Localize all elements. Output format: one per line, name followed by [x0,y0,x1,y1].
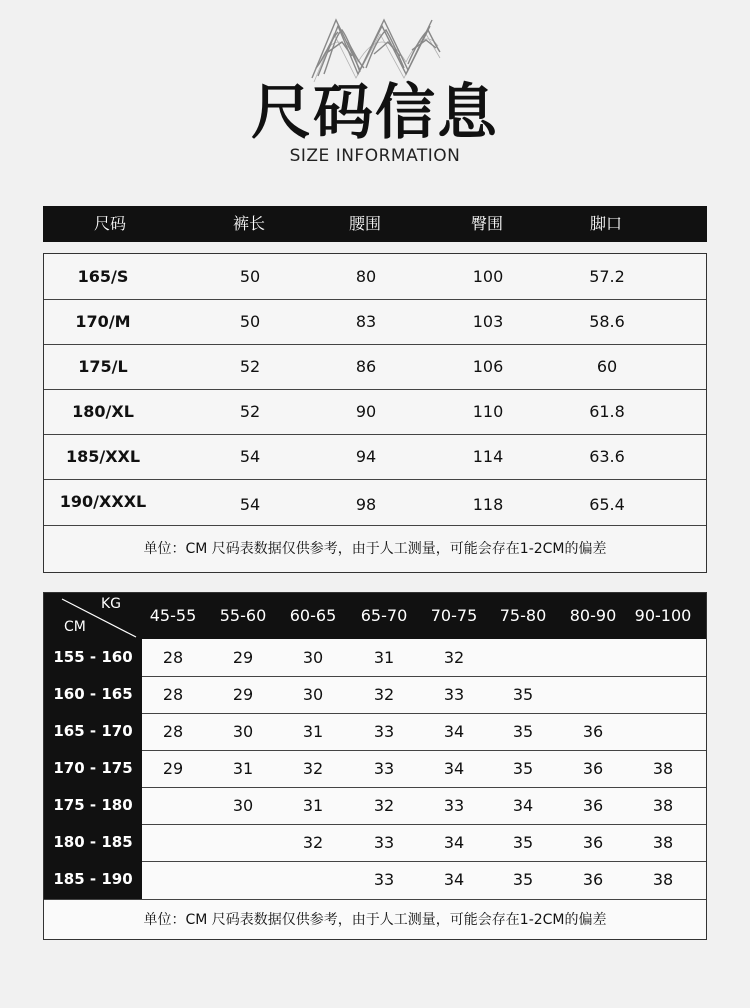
size-cell: 170/M [75,312,131,331]
size-cell: 185/XXL [65,447,141,466]
table-cell: 36 [582,870,604,889]
table-cell: 35 [512,833,534,852]
table-cell: 32 [443,648,465,667]
row-divider [142,713,706,714]
table-cell: 29 [232,685,254,704]
table-row [44,299,706,345]
table-cell: 65.4 [589,495,625,514]
table-cell: 35 [512,722,534,741]
row-divider [142,787,706,788]
table-cell: 34 [443,722,465,741]
size-table-header [43,206,707,242]
table-cell: 98 [355,495,377,514]
table-cell: 50 [239,312,261,331]
kg-range-header: 60-65 [289,606,337,625]
table-cell: 54 [239,447,261,466]
table-cell: 103 [472,312,504,331]
column-header: 臀围 [470,214,504,233]
kg-range-header: 45-55 [149,606,197,625]
table-cell: 32 [302,759,324,778]
table-cell: 38 [652,870,674,889]
column-header: 脚口 [589,214,623,233]
table-cell: 33 [373,870,395,889]
table-cell: 32 [302,833,324,852]
cm-range-label: 180 - 185 [53,833,133,851]
table-cell: 36 [582,796,604,815]
table-row [44,344,706,390]
table-cell: 29 [162,759,184,778]
row-divider [142,676,706,677]
cm-range-label: 185 - 190 [53,870,133,888]
table-cell: 34 [443,759,465,778]
table-cell: 35 [512,870,534,889]
row-divider [142,861,706,862]
table-cell: 33 [443,685,465,704]
table-cell: 32 [373,796,395,815]
table-cell: 32 [373,685,395,704]
recommend-table [43,592,707,940]
size-cell: 175/L [78,357,128,376]
table-cell: 114 [472,447,504,466]
table-cell: 83 [355,312,377,331]
table-row [44,479,706,526]
table-cell: 52 [239,357,261,376]
table-cell: 90 [355,402,377,421]
table-cell: 86 [355,357,377,376]
size-table-note: 单位：CM 尺码表数据仅供参考，由于人工测量，可能会存在1-2CM的偏差 [143,541,607,557]
table-cell: 58.6 [589,312,625,331]
table-cell: 110 [472,402,504,421]
kg-range-header: 70-75 [430,606,478,625]
table-cell: 34 [512,796,534,815]
brand-logo [308,12,444,88]
table-cell: 57.2 [589,267,625,286]
corner-cm-label: CM [64,619,86,635]
column-header: 尺码 [93,214,127,233]
table-cell: 29 [232,648,254,667]
table-cell: 35 [512,685,534,704]
kg-range-header: 55-60 [219,606,267,625]
table-cell: 35 [512,759,534,778]
recommend-table-note: 单位：CM 尺码表数据仅供参考，由于人工测量，可能会存在1-2CM的偏差 [44,899,706,940]
cm-range-label: 160 - 165 [53,685,133,703]
table-cell: 36 [582,833,604,852]
table-cell: 38 [652,796,674,815]
size-cell: 180/XL [72,402,134,421]
table-cell: 118 [472,495,504,514]
corner-cell [44,593,142,639]
table-cell: 28 [162,722,184,741]
table-row [44,254,706,300]
table-cell: 33 [373,759,395,778]
cm-range-label: 175 - 180 [53,796,133,814]
page-title: 尺码信息 [251,78,499,148]
corner-kg-label: KG [101,596,122,612]
kg-range-header: 80-90 [569,606,617,625]
table-cell: 54 [239,495,261,514]
row-divider [142,824,706,825]
table-cell: 30 [232,796,254,815]
table-cell: 61.8 [589,402,625,421]
table-cell: 30 [302,648,324,667]
table-cell: 34 [443,833,465,852]
table-cell: 36 [582,759,604,778]
table-cell: 52 [239,402,261,421]
cm-range-label: 165 - 170 [53,722,133,740]
cm-range-label: 155 - 160 [53,648,133,666]
page-subtitle: SIZE INFORMATION [289,146,461,166]
table-cell: 31 [373,648,395,667]
diagonal-divider [44,593,142,639]
table-cell: 94 [355,447,377,466]
table-cell: 33 [443,796,465,815]
table-cell: 38 [652,833,674,852]
kg-range-header: 90-100 [634,606,692,625]
cm-range-label: 170 - 175 [53,759,133,777]
column-header: 裤长 [232,214,266,233]
table-row [44,389,706,435]
table-cell: 60 [596,357,618,376]
kg-range-header: 65-70 [360,606,408,625]
table-cell: 36 [582,722,604,741]
table-cell: 38 [652,759,674,778]
table-cell: 33 [373,722,395,741]
table-cell: 63.6 [589,447,625,466]
column-header: 腰围 [348,214,382,233]
table-cell: 100 [472,267,504,286]
table-cell: 106 [472,357,504,376]
table-cell: 31 [232,759,254,778]
row-divider [142,750,706,751]
table-cell: 30 [232,722,254,741]
table-cell: 50 [239,267,261,286]
table-cell: 31 [302,722,324,741]
kg-range-header: 75-80 [499,606,547,625]
table-cell: 33 [373,833,395,852]
table-cell: 30 [302,685,324,704]
table-cell: 28 [162,648,184,667]
size-table-body [43,253,707,573]
table-cell: 80 [355,267,377,286]
table-cell: 28 [162,685,184,704]
table-cell: 31 [302,796,324,815]
cm-range-column [44,639,142,899]
size-cell: 165/S [77,267,129,286]
size-cell: 190/XXXL [59,492,147,511]
table-row [44,434,706,480]
table-cell: 34 [443,870,465,889]
